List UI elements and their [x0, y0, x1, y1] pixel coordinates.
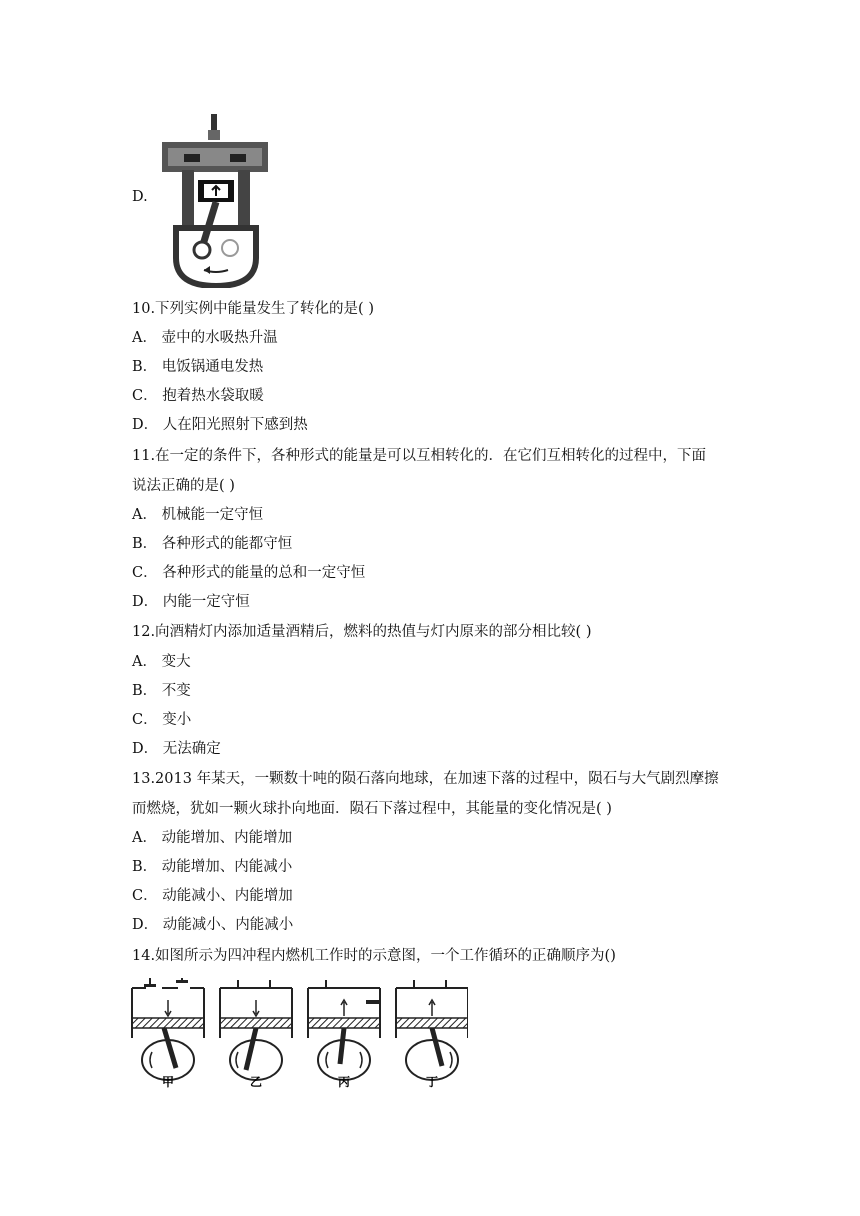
question-10-option-c: C． 抱着热水袋取暖: [132, 388, 264, 404]
question-11-stem-line2: 说法正确的是( ): [132, 478, 235, 494]
question-13-option-a: A． 动能增加、内能增加: [132, 830, 293, 846]
question-13-option-c: C． 动能减小、内能增加: [132, 888, 293, 904]
question-12-stem: 12.向酒精灯内添加适量酒精后，燃料的热值与灯内原来的部分相比较( ): [132, 624, 592, 640]
engine-yi: [220, 980, 292, 1080]
question-14-stem: 14.如图所示为四冲程内燃机工作时的示意图，一个工作循环的正确顺序为(): [132, 948, 616, 964]
question-10-option-b: B． 电饭锅通电发热: [132, 359, 264, 375]
question-10-stem: 10.下列实例中能量发生了转化的是( ): [132, 301, 374, 317]
question-13-stem-line2: 而燃烧，犹如一颗火球扑向地面．陨石下落过程中，其能量的变化情况是( ): [132, 801, 612, 817]
engine-bing: [308, 980, 380, 1080]
engine-ding: [396, 980, 468, 1080]
question-12-option-a: A． 变大: [132, 654, 191, 670]
engine-diagram-d: [132, 108, 272, 288]
figure-label-jia: 甲: [161, 1075, 175, 1088]
question-11-option-b: B． 各种形式的能都守恒: [132, 536, 293, 552]
question-13-stem-line1: 13.2013 年某天，一颗数十吨的陨石落向地球，在加速下落的过程中，陨石与大气剧烈摩擦: [132, 771, 719, 787]
question-13-option-b: B． 动能增加、内能减小: [132, 859, 293, 875]
question-12-option-b: B． 不变: [132, 683, 191, 699]
question-11-stem-line1: 11.在一定的条件下，各种形式的能量是可以互相转化的．在它们互相转化的过程中，下面: [132, 448, 707, 464]
four-stroke-engine-diagrams: [128, 978, 468, 1088]
figure-label-ding: 丁: [425, 1075, 439, 1088]
question-11-option-c: C． 各种形式的能量的总和一定守恒: [132, 565, 366, 581]
question-11-option-d: D． 内能一定守恒: [132, 594, 250, 610]
figure-label-bing: 丙: [337, 1075, 351, 1088]
question-11-option-a: A． 机械能一定守恒: [132, 507, 264, 523]
question-10-option-d: D． 人在阳光照射下感到热: [132, 417, 308, 433]
engine-jia: [132, 978, 204, 1080]
question-12-option-c: C． 变小: [132, 712, 192, 728]
option-d-label: D.: [132, 189, 148, 205]
question-13-option-d: D． 动能减小、内能减小: [132, 917, 294, 933]
question-12-option-d: D． 无法确定: [132, 741, 221, 757]
question-10-option-a: A． 壶中的水吸热升温: [132, 330, 278, 346]
figure-label-yi: 乙: [249, 1075, 263, 1088]
